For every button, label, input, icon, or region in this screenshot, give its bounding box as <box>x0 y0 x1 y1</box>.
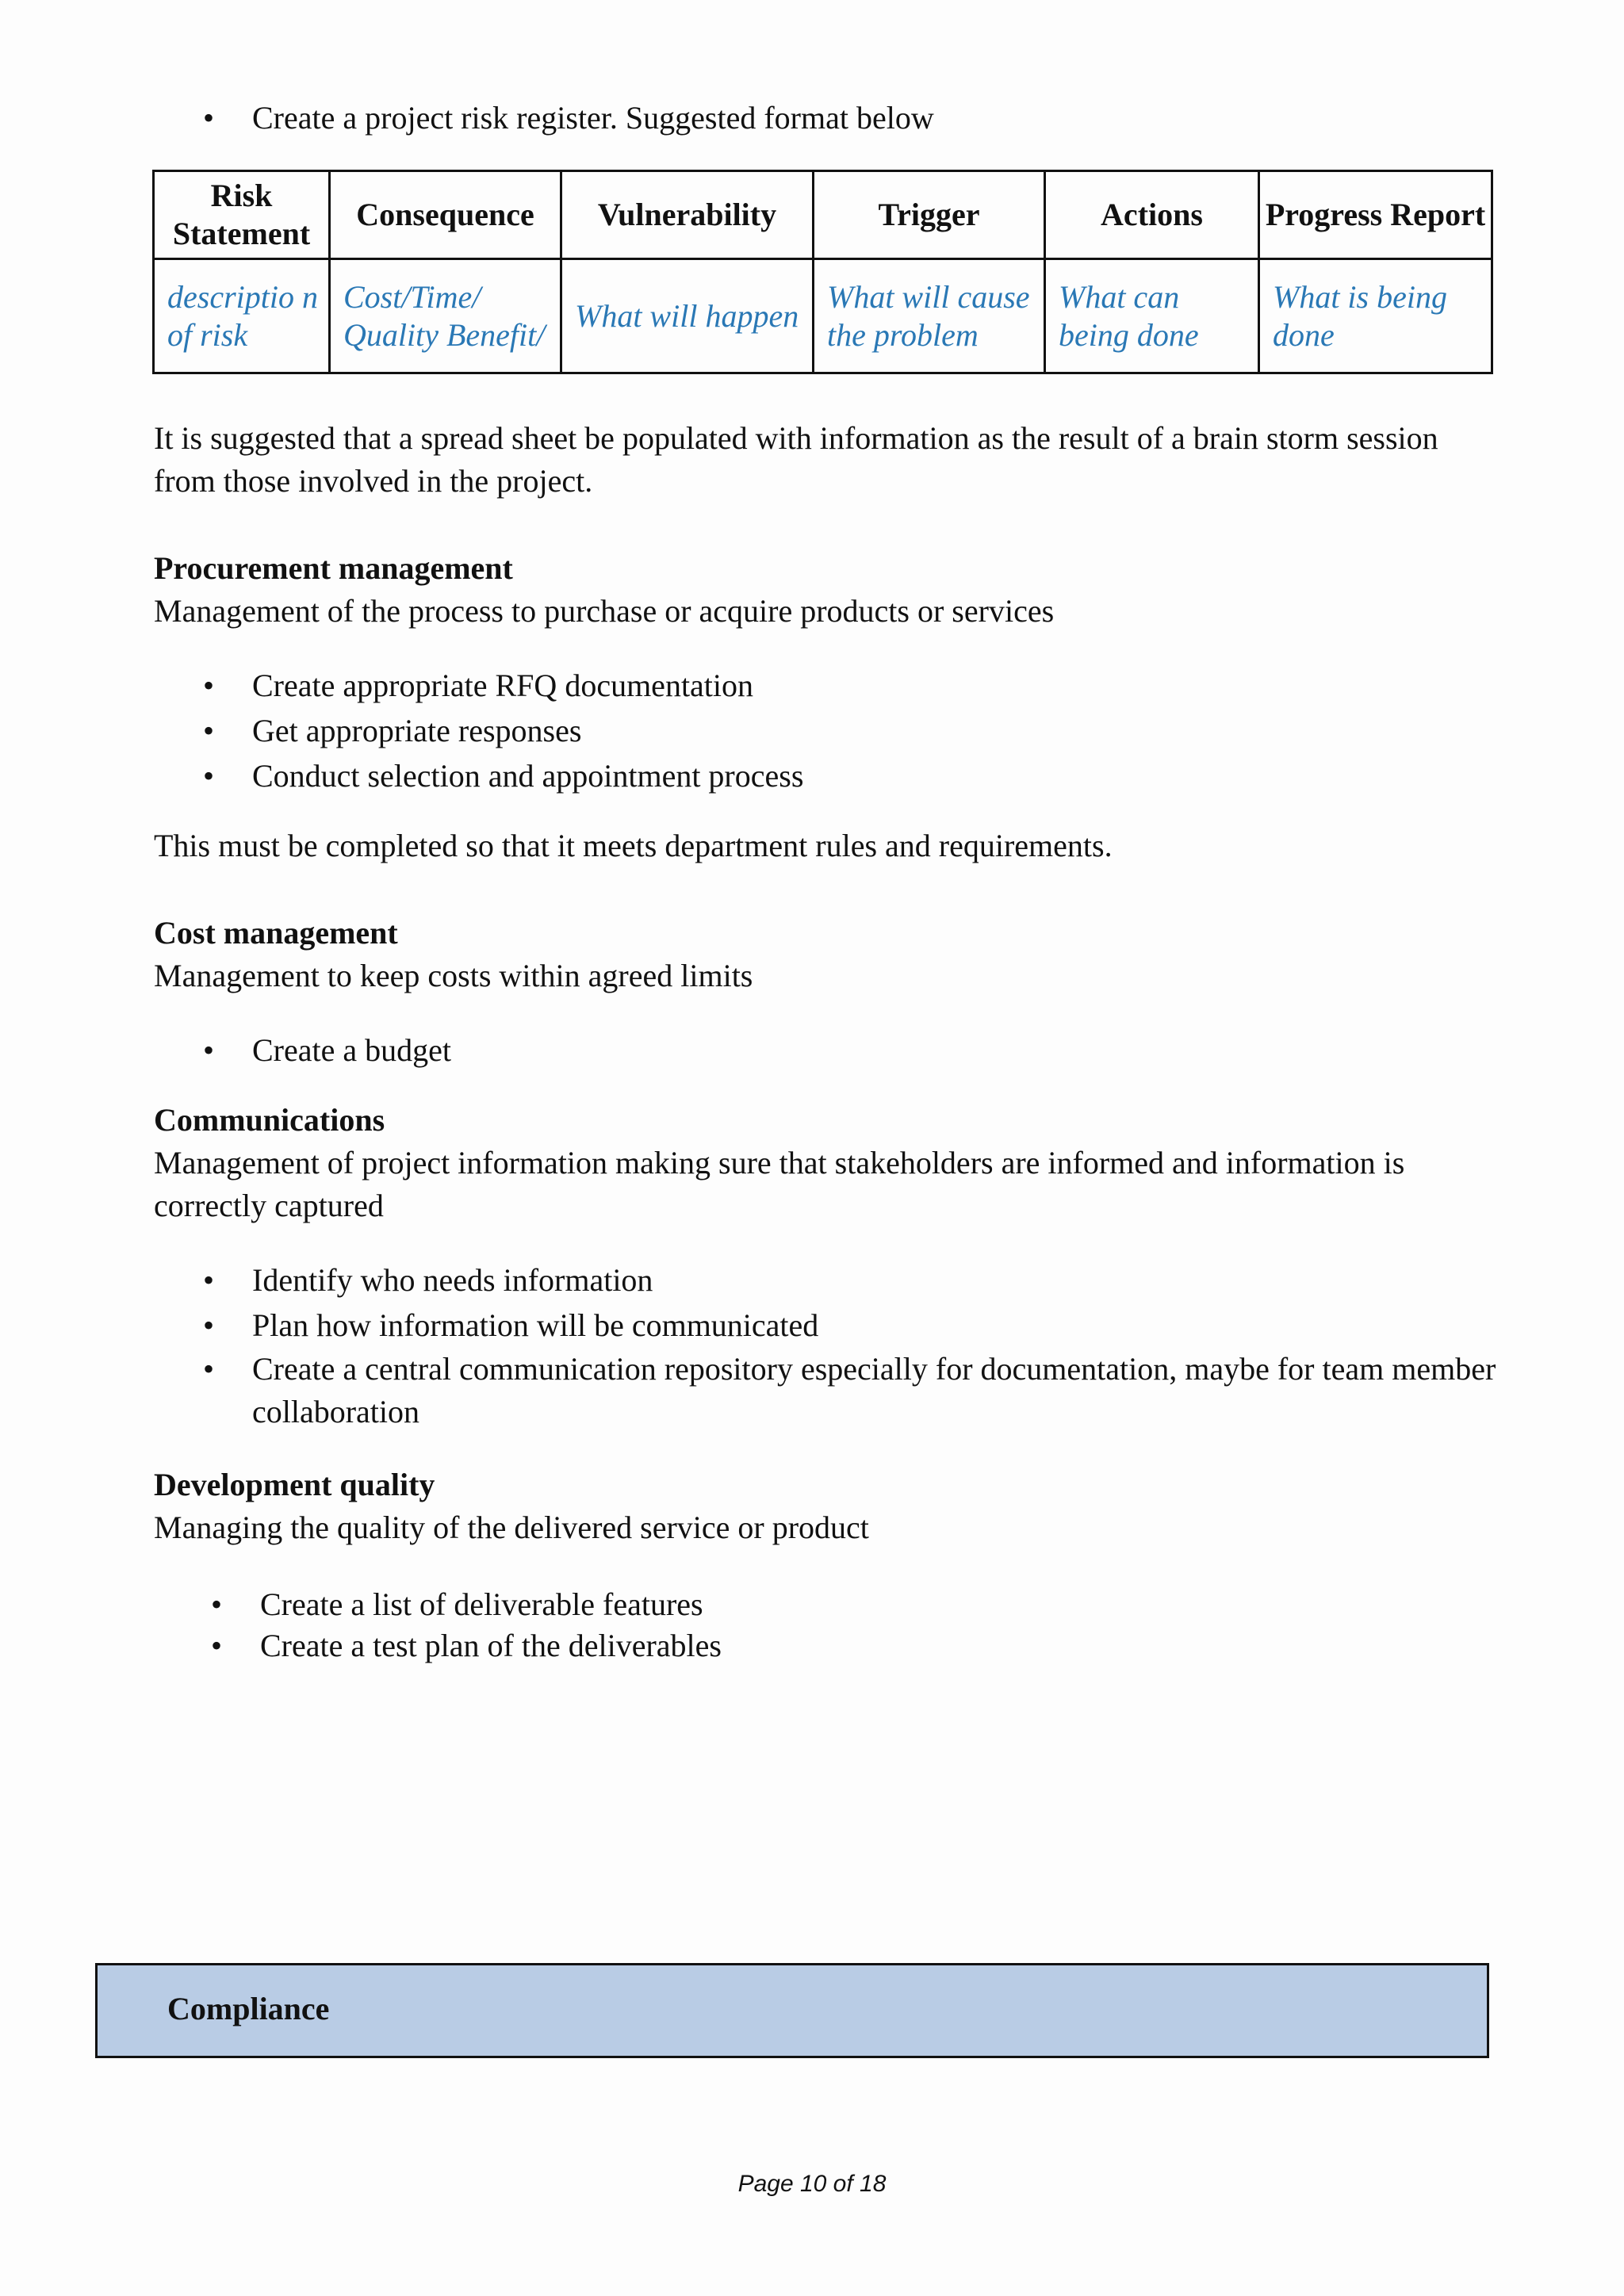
bullet-icon: • <box>203 668 215 703</box>
cell-progress-report: What is being done <box>1259 259 1492 373</box>
bullet-icon: • <box>211 1628 223 1663</box>
quality-description: Managing the quality of the delivered service or product <box>154 1510 869 1545</box>
page-number-footer: Page 10 of 18 <box>737 2171 887 2197</box>
list-item: • Get appropriate responses <box>154 708 1502 753</box>
bullet-icon: • <box>211 1586 223 1622</box>
header-risk-statement: Risk Statement <box>154 171 330 259</box>
list-item: • Create a budget <box>154 1027 1502 1073</box>
header-actions: Actions <box>1045 171 1259 259</box>
bullet-icon: • <box>203 713 215 748</box>
header-trigger: Trigger <box>814 171 1045 259</box>
list-item: • Plan how information will be communicated <box>154 1303 1502 1348</box>
communications-description: Management of project information making sure that stakeholders are informed and information is correctly captured <box>154 1145 1405 1223</box>
list-item: • Create appropriate RFQ documentation <box>154 663 1502 708</box>
cell-risk-statement: descriptio n of risk <box>154 259 330 373</box>
cell-trigger: What will cause the problem <box>814 259 1045 373</box>
spreadsheet-note: It is suggested that a spread sheet be populated with information as the result of a brain storm session from those involved in the project. <box>154 420 1438 499</box>
bullet-icon: • <box>203 1307 215 1343</box>
bullet-icon: • <box>203 1032 215 1068</box>
list-item: • Create a project risk register. Suggested format below <box>154 95 1502 140</box>
list-item: • Create a central communication repository especially for documentation, maybe for team member collaboration <box>154 1348 1502 1433</box>
table-header-row <box>154 171 1492 259</box>
risk-register-table <box>152 170 1493 374</box>
list-item: • Conduct selection and appointment process <box>154 753 1502 798</box>
procurement-bullet-list <box>154 663 1502 798</box>
bullet-icon: • <box>203 100 215 136</box>
compliance-section-header <box>95 1963 1489 2058</box>
cell-consequence: Cost/Time/ Quality Benefit/ <box>330 259 561 373</box>
bullet-icon: • <box>203 758 215 794</box>
header-progress-report: Progress Report <box>1259 171 1492 259</box>
list-item: • Identify who needs information <box>154 1257 1502 1303</box>
quality-heading: Development quality <box>154 1467 435 1502</box>
procurement-heading: Procurement management <box>154 550 513 586</box>
bullet-icon: • <box>203 1351 215 1387</box>
compliance-heading: Compliance <box>167 1991 330 2026</box>
bullet-icon: • <box>203 1262 215 1298</box>
cost-bullet-list <box>154 1027 1502 1073</box>
procurement-description: Management of the process to purchase or acquire products or services <box>154 593 1055 629</box>
table-row <box>154 259 1492 373</box>
quality-bullet-list <box>154 1584 1502 1667</box>
communications-heading: Communications <box>154 1102 385 1138</box>
cost-heading: Cost management <box>154 915 398 951</box>
cell-actions: What can being done <box>1045 259 1259 373</box>
procurement-note: This must be completed so that it meets department rules and requirements. <box>154 828 1113 863</box>
communications-bullet-list <box>154 1257 1502 1433</box>
list-item: • Create a list of deliverable features <box>154 1584 1502 1625</box>
header-vulnerability: Vulnerability <box>561 171 814 259</box>
cell-vulnerability: What will happen <box>561 259 814 373</box>
header-consequence: Consequence <box>330 171 561 259</box>
list-item: • Create a test plan of the deliverables <box>154 1625 1502 1667</box>
cost-description: Management to keep costs within agreed limits <box>154 958 753 993</box>
intro-bullet-list <box>154 95 1502 140</box>
